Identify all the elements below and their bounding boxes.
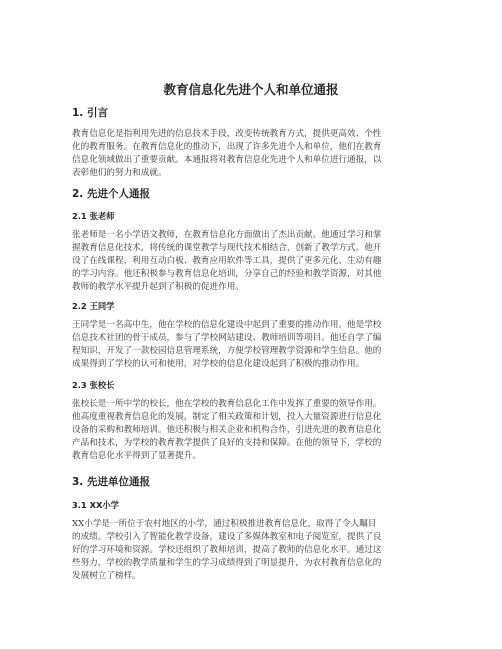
paragraph-line: 教师的教学水平提升起到了积极的促进作用。 xyxy=(72,282,244,292)
paragraph-line: 信息化领域做出了重要贡献。本通报将对教育信息化先进个人和单位进行通报，以 xyxy=(72,155,382,165)
paragraph-line: XX小学是一所位于农村地区的小学，通过积极推进教育信息化，取得了令人瞩目 xyxy=(72,519,377,529)
paragraph-line: 表彰他们的努力和成就。 xyxy=(72,168,167,178)
paragraph-line: 化的教育服务。在教育信息化的推动下，出现了许多先进个人和单位，他们在教育 xyxy=(72,142,382,152)
section-heading-introduction: 1. 引言 xyxy=(72,107,108,119)
paragraph-line: 设了在线课程，利用互动白板、教育应用软件等工具，提供了更多元化、生动有趣 xyxy=(72,256,382,266)
subsection-heading: 3.1 XX小学 xyxy=(72,500,119,510)
subsection-heading: 2.1 张老师 xyxy=(72,211,115,221)
paragraph-line: 发展树立了榜样。 xyxy=(72,571,141,581)
paragraph-line: 张校长是一所中学的校长，他在学校的教育信息化工作中发挥了重要的领导作用。 xyxy=(72,399,382,409)
page-title: 教育信息化先进个人和单位通报 xyxy=(163,82,339,97)
subsection-heading: 2.2 王同学 xyxy=(72,301,115,311)
paragraph-line: 教育信息化是指利用先进的信息技术手段，改变传统教育方式，提供更高效、个性 xyxy=(72,129,382,139)
section-heading-individuals: 2. 先进个人通报 xyxy=(72,188,150,200)
paragraph-line: 教育信息化水平得到了显著提升。 xyxy=(72,451,201,461)
paragraph-line: 王同学是一名高中生，他在学校的信息化建设中起到了重要的推动作用。他是学校 xyxy=(72,320,382,330)
section-heading-units: 3. 先进单位通报 xyxy=(72,476,150,488)
paragraph-line: 张老师是一名小学语文教师，在教育信息化方面做出了杰出贡献。他通过学习和掌 xyxy=(72,230,382,240)
paragraph-line: 他高度重视教育信息化的发展，制定了相关政策和计划，投入大量资源进行信息化 xyxy=(72,412,382,422)
paragraph-line: 好的学习环境和资源。学校还组织了教师培训，提高了教师的信息化水平。通过这 xyxy=(72,545,382,555)
subsection-heading: 2.3 张校长 xyxy=(72,380,115,390)
paragraph-line: 的学习内容。他还积极参与教育信息化培训，分享自己的经验和教学资源，对其他 xyxy=(72,269,382,279)
paragraph-line: 成果得到了学校的认可和使用，对学校的信息化建设起到了积极的推动作用。 xyxy=(72,359,365,369)
paragraph-line: 程知识，开发了一款校园信息管理系统，方便学校管理教学资源和学生信息。他的 xyxy=(72,346,382,356)
paragraph-line: 握教育信息化技术，将传统的课堂教学与现代技术相结合，创新了教学方式。他开 xyxy=(72,243,382,253)
paragraph-line: 的成绩。学校引入了智能化教学设备，建设了多媒体教室和电子阅览室，提供了良 xyxy=(72,532,382,542)
paragraph-line: 产品和技术，为学校的教育教学提供了良好的支持和保障。在他的领导下，学校的 xyxy=(72,438,382,448)
paragraph-line: 设备的采购和教师培训。他还积极与相关企业和机构合作，引进先进的教育信息化 xyxy=(72,425,382,435)
paragraph-line: 些努力，学校的教学质量和学生的学习成绩得到了明显提升，为农村教育信息化的 xyxy=(72,558,382,568)
paragraph-line: 信息技术社团的骨干成员，参与了学校网站建设、教师培训等项目。他还自学了编 xyxy=(72,333,382,343)
